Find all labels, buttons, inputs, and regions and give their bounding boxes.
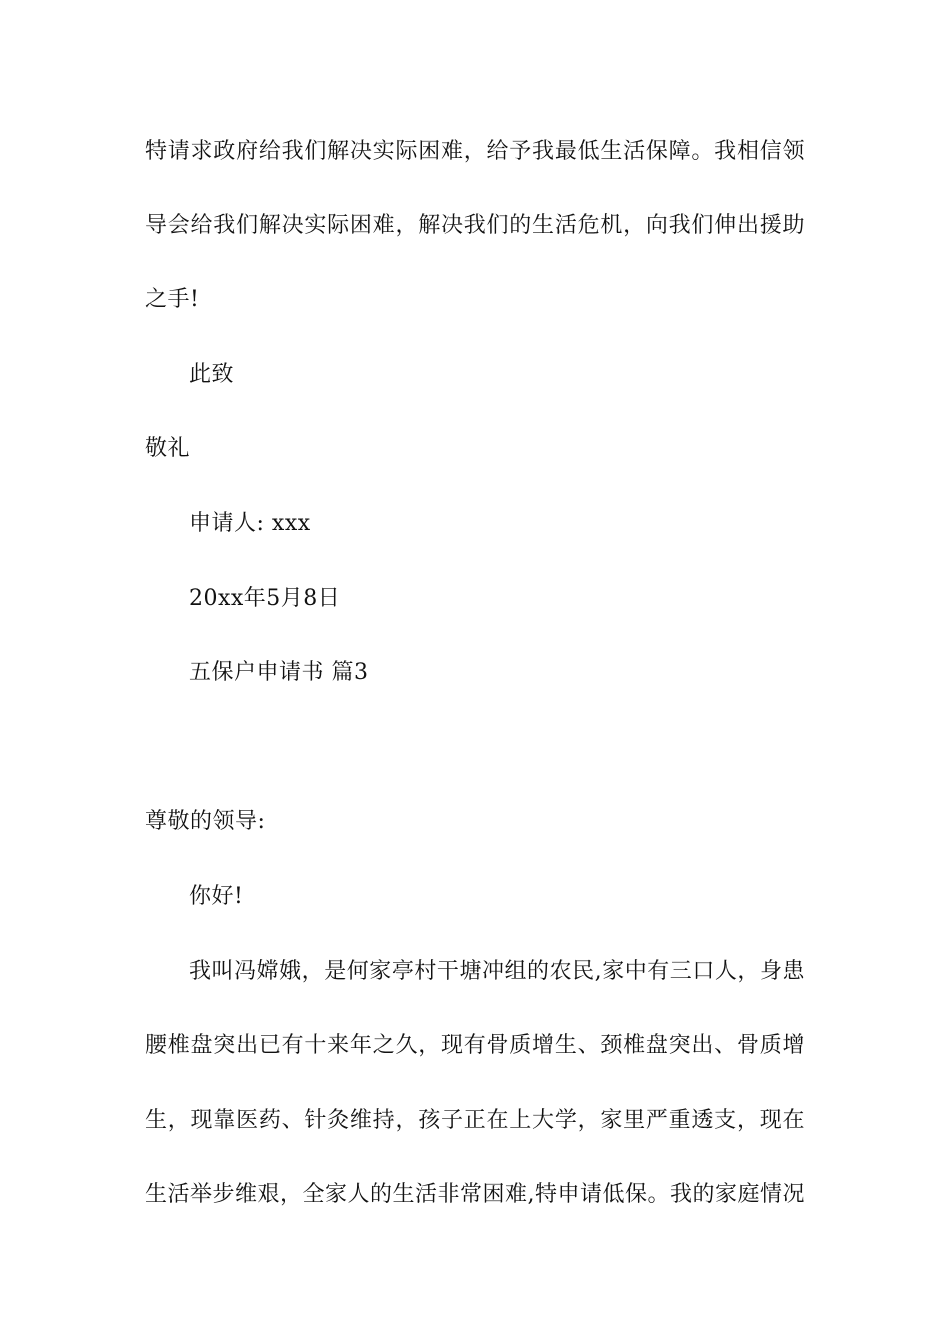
paragraph-line: 腰椎盘突出已有十来年之久，现有骨质增生、颈椎盘突出、骨质增: [145, 1033, 805, 1058]
paragraph-line: 之手!: [145, 287, 200, 312]
paragraph-line: 生活举步维艰，全家人的生活非常困难,特申请低保。我的家庭情况: [145, 1182, 805, 1207]
paragraph-line: 特请求政府给我们解决实际困难，给予我最低生活保障。我相信领: [145, 139, 805, 164]
letter-date: 20xx年5月8日: [189, 586, 341, 611]
paragraph-line: 我叫冯嫦娥，是何家亭村干塘冲组的农民,家中有三口人，身患: [189, 959, 805, 984]
closing-salutation: 此致: [189, 362, 235, 387]
section-heading: 五保户申请书 篇3: [189, 660, 369, 685]
greeting: 你好!: [189, 884, 244, 909]
paragraph-line: 导会给我们解决实际困难，解决我们的生活危机，向我们伸出援助: [145, 213, 805, 238]
greeting-recipient: 尊敬的领导:: [145, 809, 266, 834]
applicant-signature: 申请人: xxx: [189, 511, 311, 536]
closing-regards: 敬礼: [145, 436, 191, 461]
paragraph-line: 生，现靠医药、针灸维持，孩子正在上大学，家里严重透支，现在: [145, 1108, 805, 1133]
